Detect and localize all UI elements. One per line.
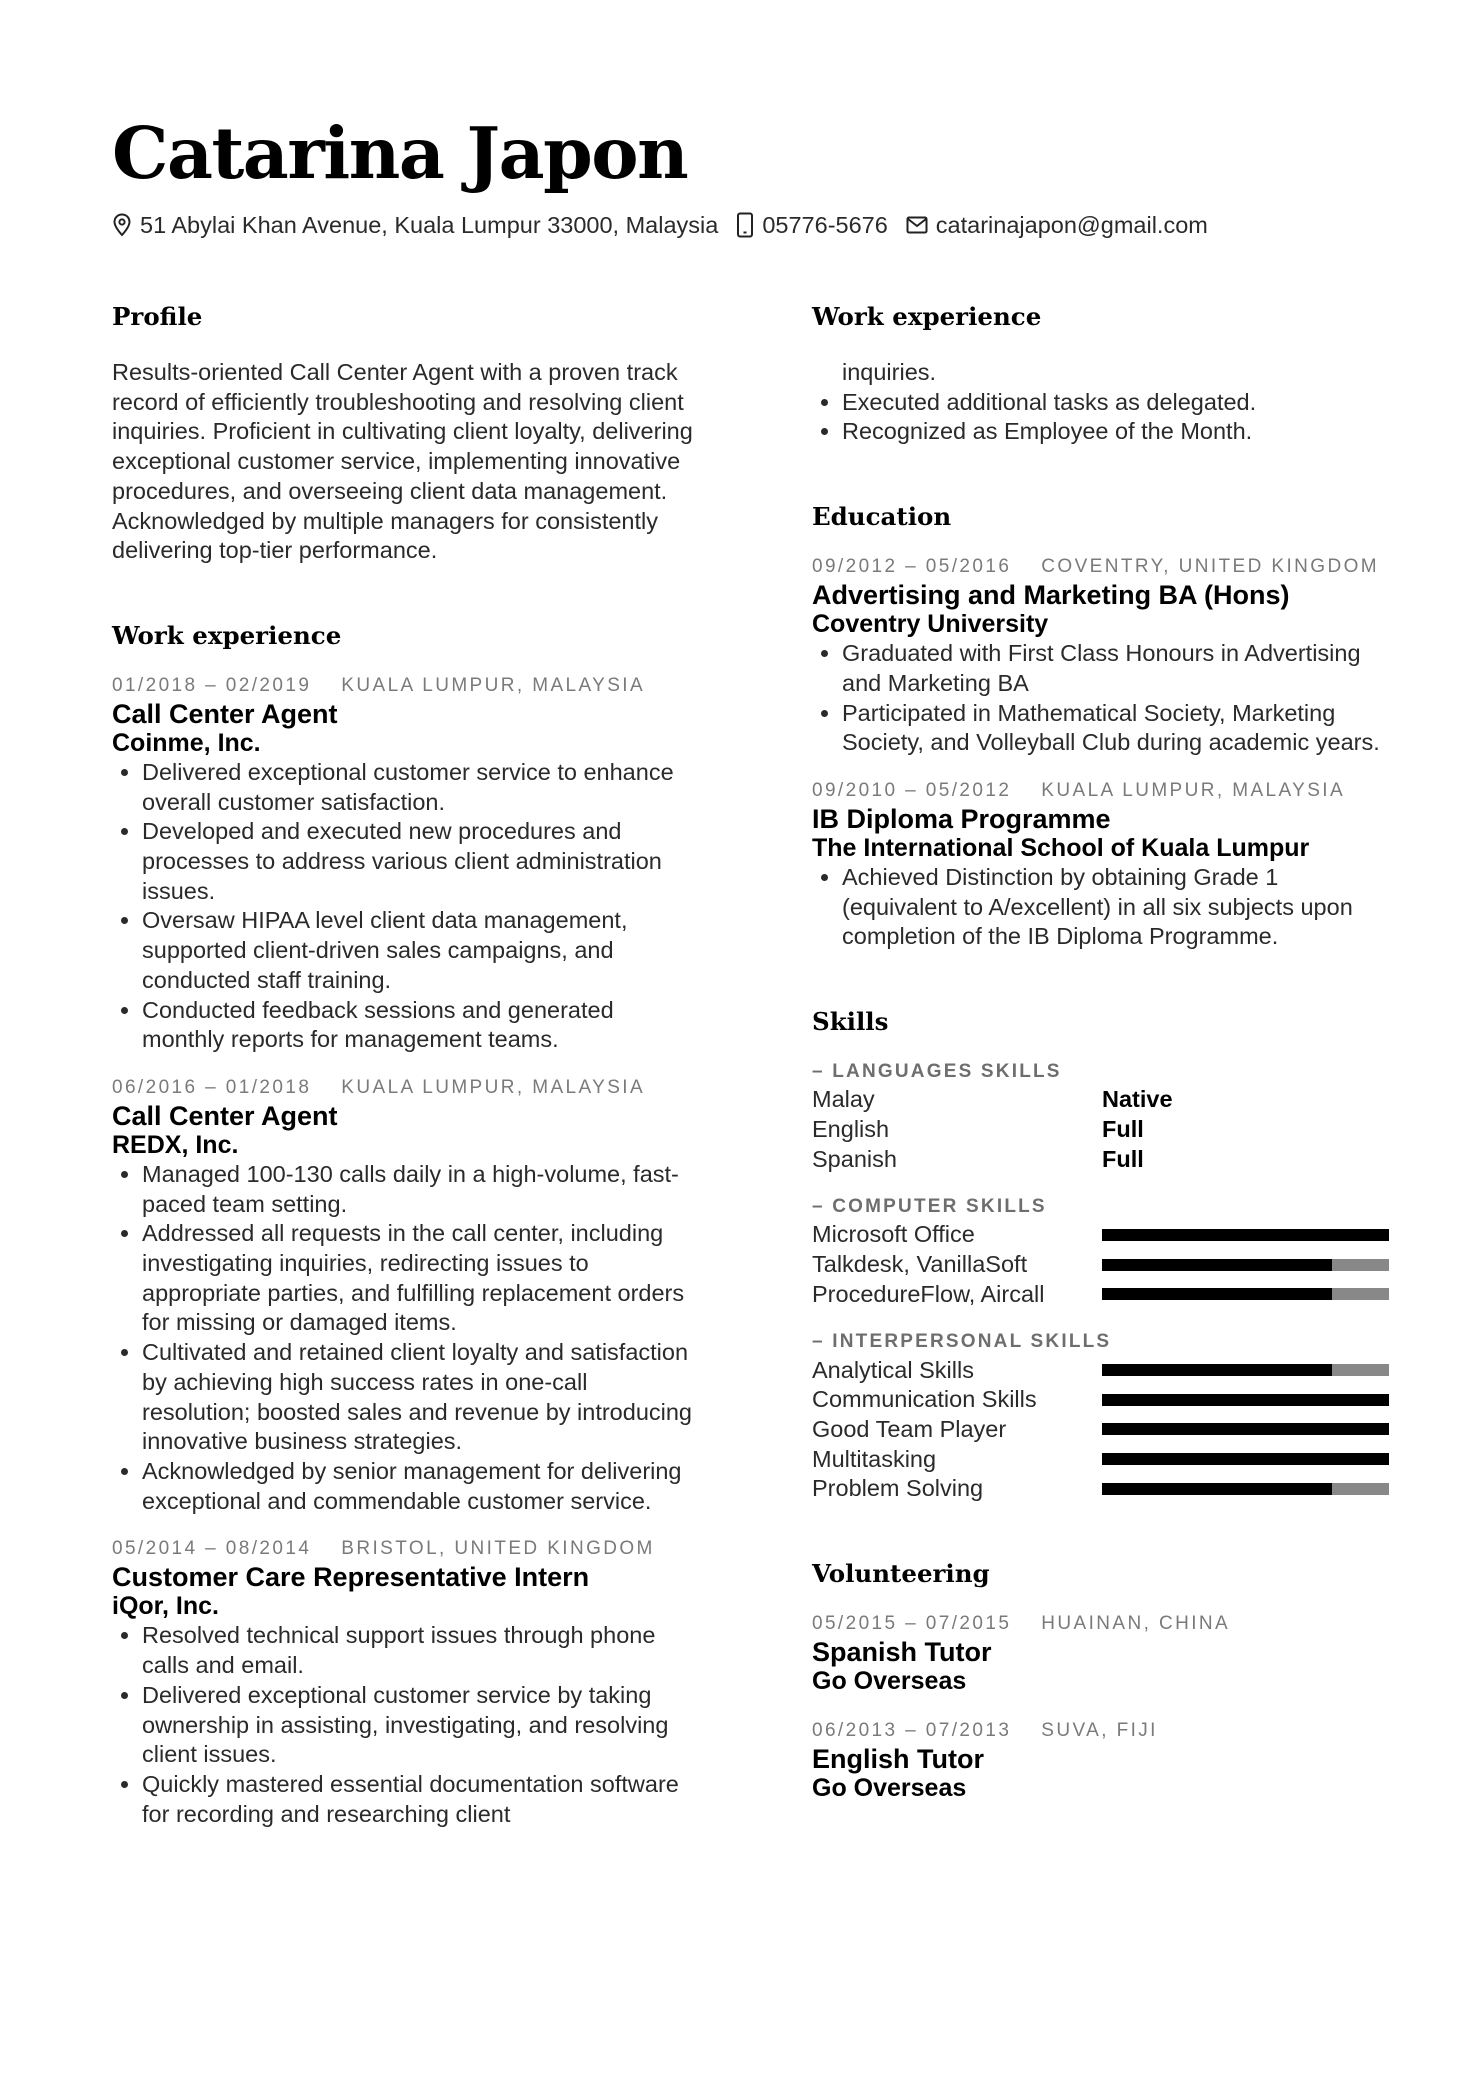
job-bullet: • Executed additional tasks as delegated. xyxy=(842,388,1392,418)
interpersonal-skills-label: – INTERPERSONAL SKILLS xyxy=(812,1331,1112,1353)
contact-phone[interactable] xyxy=(736,212,887,239)
language-row xyxy=(812,1115,1392,1145)
language-row xyxy=(812,1144,1392,1174)
skill-row xyxy=(812,1279,1392,1309)
education-dates: 09/2010 – 05/2012 xyxy=(812,779,1012,801)
job-bullet: • Acknowledged by senior management for delivering exceptional and commendable customer service. xyxy=(142,1457,702,1516)
volunteering-dates: 05/2015 – 07/2015 xyxy=(812,1612,1012,1634)
job-location: KUALA LUMPUR, MALAYSIA xyxy=(341,1076,646,1098)
volunteering-dates: 06/2013 – 07/2013 xyxy=(812,1719,1012,1741)
job-location: BRISTOL, UNITED KINGDOM xyxy=(341,1538,655,1560)
job-bullets xyxy=(112,1160,702,1516)
skill-name: ProcedureFlow, Aircall xyxy=(812,1280,1045,1307)
education-location: COVENTRY, UNITED KINGDOM xyxy=(1041,556,1380,578)
job-bullet: • Recognized as Employee of the Month. xyxy=(842,417,1392,447)
right-column xyxy=(812,300,1392,1803)
volunteering-org: Go Overseas xyxy=(812,1666,967,1695)
language-level: Full xyxy=(1102,1145,1144,1172)
job-entry xyxy=(112,673,702,1055)
work-heading: Work experience xyxy=(112,620,342,650)
profile-heading: Profile xyxy=(112,302,203,331)
education-bullets xyxy=(812,639,1392,758)
volunteering-location: HUAINAN, CHINA xyxy=(1041,1612,1231,1634)
volunteering-role: English Tutor xyxy=(812,1743,984,1774)
skill-name: Analytical Skills xyxy=(812,1356,974,1383)
languages-skills-label: – LANGUAGES SKILLS xyxy=(812,1061,1062,1083)
skill-rating-fill xyxy=(1102,1259,1332,1271)
education-school: Coventry University xyxy=(812,610,1049,639)
volunteering-org: Go Overseas xyxy=(812,1773,967,1802)
language-name: Spanish xyxy=(812,1145,897,1172)
volunteering-role: Spanish Tutor xyxy=(812,1636,992,1667)
education-school: The International School of Kuala Lumpur xyxy=(812,833,1310,862)
education-degree: Advertising and Marketing BA (Hons) xyxy=(812,580,1290,611)
skill-row xyxy=(812,1250,1392,1280)
language-row xyxy=(812,1085,1392,1115)
job-company: REDX, Inc. xyxy=(112,1130,239,1159)
education-heading: Education xyxy=(812,502,952,532)
skill-rating-bar xyxy=(1102,1394,1389,1406)
education-location: KUALA LUMPUR, MALAYSIA xyxy=(1041,779,1346,801)
education-entry xyxy=(812,778,1392,952)
language-name: Malay xyxy=(812,1086,875,1113)
education-meta xyxy=(812,554,1392,580)
skill-row xyxy=(812,1220,1392,1250)
skill-rating-fill xyxy=(1102,1423,1389,1435)
volunteering-location: SUVA, FIJI xyxy=(1041,1719,1158,1741)
skills-heading: Skills xyxy=(812,1007,889,1037)
job-role: Call Center Agent xyxy=(112,1100,338,1131)
skill-name: Communication Skills xyxy=(812,1386,1037,1413)
skill-name: Talkdesk, VanillaSoft xyxy=(812,1251,1028,1278)
computer-skills-label: – COMPUTER SKILLS xyxy=(812,1196,1047,1218)
candidate-name: Catarina Japon xyxy=(112,111,688,195)
volunteering-meta xyxy=(812,1718,1392,1744)
job-meta xyxy=(112,673,702,699)
job-location: KUALA LUMPUR, MALAYSIA xyxy=(341,674,646,696)
skill-rating-bar xyxy=(1102,1288,1389,1300)
language-level: Full xyxy=(1102,1116,1144,1143)
education-degree: IB Diploma Programme xyxy=(812,803,1111,834)
phone-text[interactable]: 05776-5676 xyxy=(762,211,888,238)
skill-name: Multitasking xyxy=(812,1445,937,1472)
job-bullets xyxy=(112,758,702,1055)
job-bullet: • Delivered exceptional customer service by taking ownership in assisting, investigating, and resolving client issues. xyxy=(142,1681,702,1770)
skill-rating-bar xyxy=(1102,1259,1389,1271)
job-bullet: • Quickly mastered essential documentation software for recording and researching client xyxy=(142,1770,702,1829)
job-meta xyxy=(112,1075,702,1101)
skill-rating-bar xyxy=(1102,1229,1389,1241)
education-bullet: • Participated in Mathematical Society, Marketing Society, and Volleyball Club during academic years. xyxy=(842,699,1392,758)
skill-rating-bar xyxy=(1102,1483,1389,1495)
job-dates: 01/2018 – 02/2019 xyxy=(112,674,312,696)
skill-rating-fill xyxy=(1102,1364,1332,1376)
job-entry xyxy=(112,1536,702,1829)
education-dates: 09/2012 – 05/2016 xyxy=(812,556,1012,578)
skill-name: Microsoft Office xyxy=(812,1221,975,1248)
skill-rating-bar xyxy=(1102,1453,1389,1465)
job-bullet: • Delivered exceptional customer service to enhance overall customer satisfaction. xyxy=(142,758,702,817)
left-column xyxy=(112,300,702,1829)
job-dates: 05/2014 – 08/2014 xyxy=(112,1538,312,1560)
job-continued-fragment xyxy=(812,358,1392,388)
skill-row xyxy=(812,1385,1392,1415)
job-meta xyxy=(112,1536,702,1562)
language-level: Native xyxy=(1102,1086,1173,1113)
job-company: iQor, Inc. xyxy=(112,1592,219,1621)
contact-line xyxy=(112,208,1226,242)
job-bullet: • Cultivated and retained client loyalty and satisfaction by achieving high success rates in one-call resolution; boosted sales and revenue by introducing innovative business strategies. xyxy=(142,1338,702,1457)
address-text: 51 Abylai Khan Avenue, Kuala Lumpur 33000, Malaysia xyxy=(140,211,719,238)
education-bullet: • Achieved Distinction by obtaining Grade 1 (equivalent to A/excellent) in all six subjects upon completion of the IB Diploma Programme. xyxy=(842,863,1392,952)
skill-name: Good Team Player xyxy=(812,1415,1007,1442)
location-pin-icon xyxy=(112,213,132,237)
job-bullet-continued: inquiries. xyxy=(842,359,937,385)
job-company: Coinme, Inc. xyxy=(112,728,261,757)
phone-icon xyxy=(736,212,754,238)
skill-row xyxy=(812,1355,1392,1385)
contact-address xyxy=(112,212,718,239)
job-bullet: • Conducted feedback sessions and generated monthly reports for management teams. xyxy=(142,996,702,1055)
skill-rating-fill xyxy=(1102,1288,1332,1300)
skill-row xyxy=(812,1474,1392,1504)
skill-rating-fill xyxy=(1102,1229,1389,1241)
job-bullet: • Oversaw HIPAA level client data management, supported client-driven sales campaigns, and conducted staff training. xyxy=(142,906,702,995)
contact-email[interactable] xyxy=(906,212,1208,239)
education-bullets xyxy=(812,863,1392,952)
volunteering-entry xyxy=(812,1611,1392,1696)
job-bullet: • Resolved technical support issues through phone calls and email. xyxy=(142,1621,702,1680)
education-entry xyxy=(812,554,1392,758)
skill-rating-fill xyxy=(1102,1483,1332,1495)
skill-rating-fill xyxy=(1102,1453,1389,1465)
mail-icon xyxy=(906,216,928,234)
skill-row xyxy=(812,1444,1392,1474)
profile-text: Results-oriented Call Center Agent with a proven track record of efficiently troubleshooting and resolving client inquiries. Proficient in cultivating client loyalty, delivering exceptional customer service, implementing innovative procedures, and overseeing client data management. Acknowledged by multiple managers for consistently delivering top-tier performance. xyxy=(112,359,693,564)
job-entry xyxy=(112,1075,702,1516)
education-meta xyxy=(812,778,1392,804)
language-name: English xyxy=(812,1116,890,1143)
skill-rating-fill xyxy=(1102,1394,1389,1406)
work-continued-heading: Work experience xyxy=(812,302,1042,331)
skill-rating-bar xyxy=(1102,1423,1389,1435)
volunteering-meta xyxy=(812,1611,1392,1637)
job-dates: 06/2016 – 01/2018 xyxy=(112,1076,312,1098)
job-role: Customer Care Representative Intern xyxy=(112,1562,590,1593)
volunteering-entry xyxy=(812,1718,1392,1803)
job-bullet: • Managed 100-130 calls daily in a high-volume, fast-paced team setting. xyxy=(142,1160,702,1219)
education-bullet: • Graduated with First Class Honours in Advertising and Marketing BA xyxy=(842,639,1392,698)
skill-rating-bar xyxy=(1102,1364,1389,1376)
skill-row xyxy=(812,1415,1392,1445)
job-bullets xyxy=(112,1621,702,1829)
job-role: Call Center Agent xyxy=(112,698,338,729)
skill-name: Problem Solving xyxy=(812,1475,984,1502)
job-bullet: • Developed and executed new procedures and processes to address various client administration issues. xyxy=(142,817,702,906)
job-continued-bullets xyxy=(812,388,1392,447)
email-text[interactable]: catarinajapon@gmail.com xyxy=(935,211,1208,238)
job-bullet: • Addressed all requests in the call center, including investigating inquiries, redirecting issues to appropriate parties, and fulfilling replacement orders for missing or damaged items. xyxy=(142,1219,702,1338)
volunteering-heading: Volunteering xyxy=(812,1558,990,1588)
